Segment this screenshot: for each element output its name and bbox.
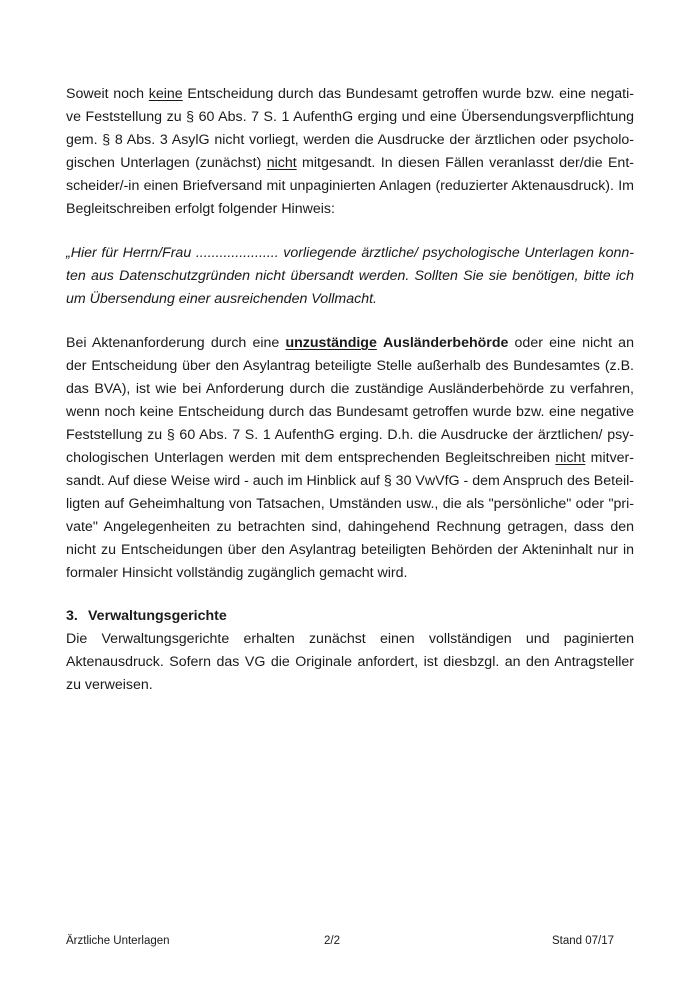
text-line: ligten auf Geheimhaltung von Tatsachen, Umständen usw., die als "persönliche" oder "pri- xyxy=(66,496,634,512)
text-line: Begleitschreiben erfolgt folgender Hinweis: xyxy=(66,201,335,217)
text-line: formaler Hinsicht vollständig zugänglich gemacht wird. xyxy=(66,565,408,581)
text-line: vate" Angelegenheiten zu betrachten sind, dahingehend Rechnung getragen, dass den xyxy=(66,519,634,535)
underlined-emphasis: nicht xyxy=(555,450,586,466)
text-line: chologischen Unterlagen werden mit dem entsprechenden Begleitschreiben nicht mitver- xyxy=(66,450,635,466)
paragraph-no-decision xyxy=(66,83,634,221)
paragraph-unauthorized-authority xyxy=(66,332,634,585)
text-line: ten aus Datenschutzgründen nicht übersandt werden. Sollten Sie sie benötigen, bitte ich xyxy=(66,268,634,284)
text-line: Die Verwaltungsgerichte erhalten zunächst einen vollständigen und paginierten xyxy=(66,631,634,647)
text-line: „Hier für Herrn/Frau ..................... vorliegende ärztliche/ psychologische Unterlagen konn- xyxy=(66,245,634,261)
text-line: das BVA), ist wie bei Anforderung durch die zuständige Ausländerbehörde zu verfahren, xyxy=(66,381,634,397)
bold-underlined-emphasis: unzuständige xyxy=(285,335,377,351)
text-line: scheider/-in einen Briefversand mit unpaginierten Anlagen (reduzierter Aktenausdruck). Im xyxy=(66,178,634,194)
text-line: Aktenausdruck. Sofern das VG die Originale anfordert, ist diesbzgl. an den Antragsteller xyxy=(66,654,634,670)
section-heading-administrative-courts xyxy=(66,605,634,628)
text-line: wenn noch keine Entscheidung durch das Bundesamt getroffen wurde bzw. eine negative xyxy=(66,404,634,420)
bold-emphasis: Ausländerbehörde xyxy=(383,335,509,351)
section-title: Verwaltungsgerichte xyxy=(88,608,227,624)
text-line: der Entscheidung über den Asylantrag beteiligte Stelle außerhalb des Bundesamtes (z.B. xyxy=(66,358,634,374)
underlined-emphasis: nicht xyxy=(266,155,297,171)
document-body xyxy=(66,83,634,697)
footer-version-date: Stand 07/17 xyxy=(551,935,614,947)
section-number: 3. xyxy=(66,608,78,624)
underlined-emphasis: keine xyxy=(148,86,183,102)
text-line: Bei Aktenanforderung durch eine unzuständige Ausländerbehörde oder eine nicht an xyxy=(66,335,634,351)
text-line: gischen Unterlagen (zunächst) nicht mitgesandt. In diesen Fällen veranlasst der/die Ent- xyxy=(66,155,634,171)
footer-page-number: 2/2 xyxy=(324,935,340,947)
text-line: sandt. Auf diese Weise wird - auch im Hinblick auf § 30 VwVfG - dem Anspruch des Beteil- xyxy=(66,473,634,489)
paragraph-administrative-courts xyxy=(66,628,634,697)
paragraph-notice-quote xyxy=(66,242,634,311)
text-line: Feststellung zu § 60 Abs. 7 S. 1 AufenthG erging. D.h. die Ausdrucke der ärztlichen/ psy- xyxy=(66,427,634,443)
text-line: Soweit noch keine Entscheidung durch das Bundesamt getroffen wurde bzw. eine negati- xyxy=(66,86,634,102)
text-line: nicht zu Entscheidungen über den Asylantrag beteiligten Behörden der Akteninhalt nur in xyxy=(66,542,634,558)
text-line: ve Feststellung zu § 60 Abs. 7 S. 1 AufenthG erging und eine Übersendungsverpflichtung xyxy=(66,109,634,125)
text-line: um Übersendung einer ausreichenden Vollmacht. xyxy=(66,291,377,307)
text-line: gem. § 8 Abs. 3 AsylG nicht vorliegt, werden die Ausdrucke der ärztlichen oder psycholo- xyxy=(66,132,634,148)
footer-document-title: Ärztliche Unterlagen xyxy=(66,935,170,947)
text-line: zu verweisen. xyxy=(66,677,153,693)
